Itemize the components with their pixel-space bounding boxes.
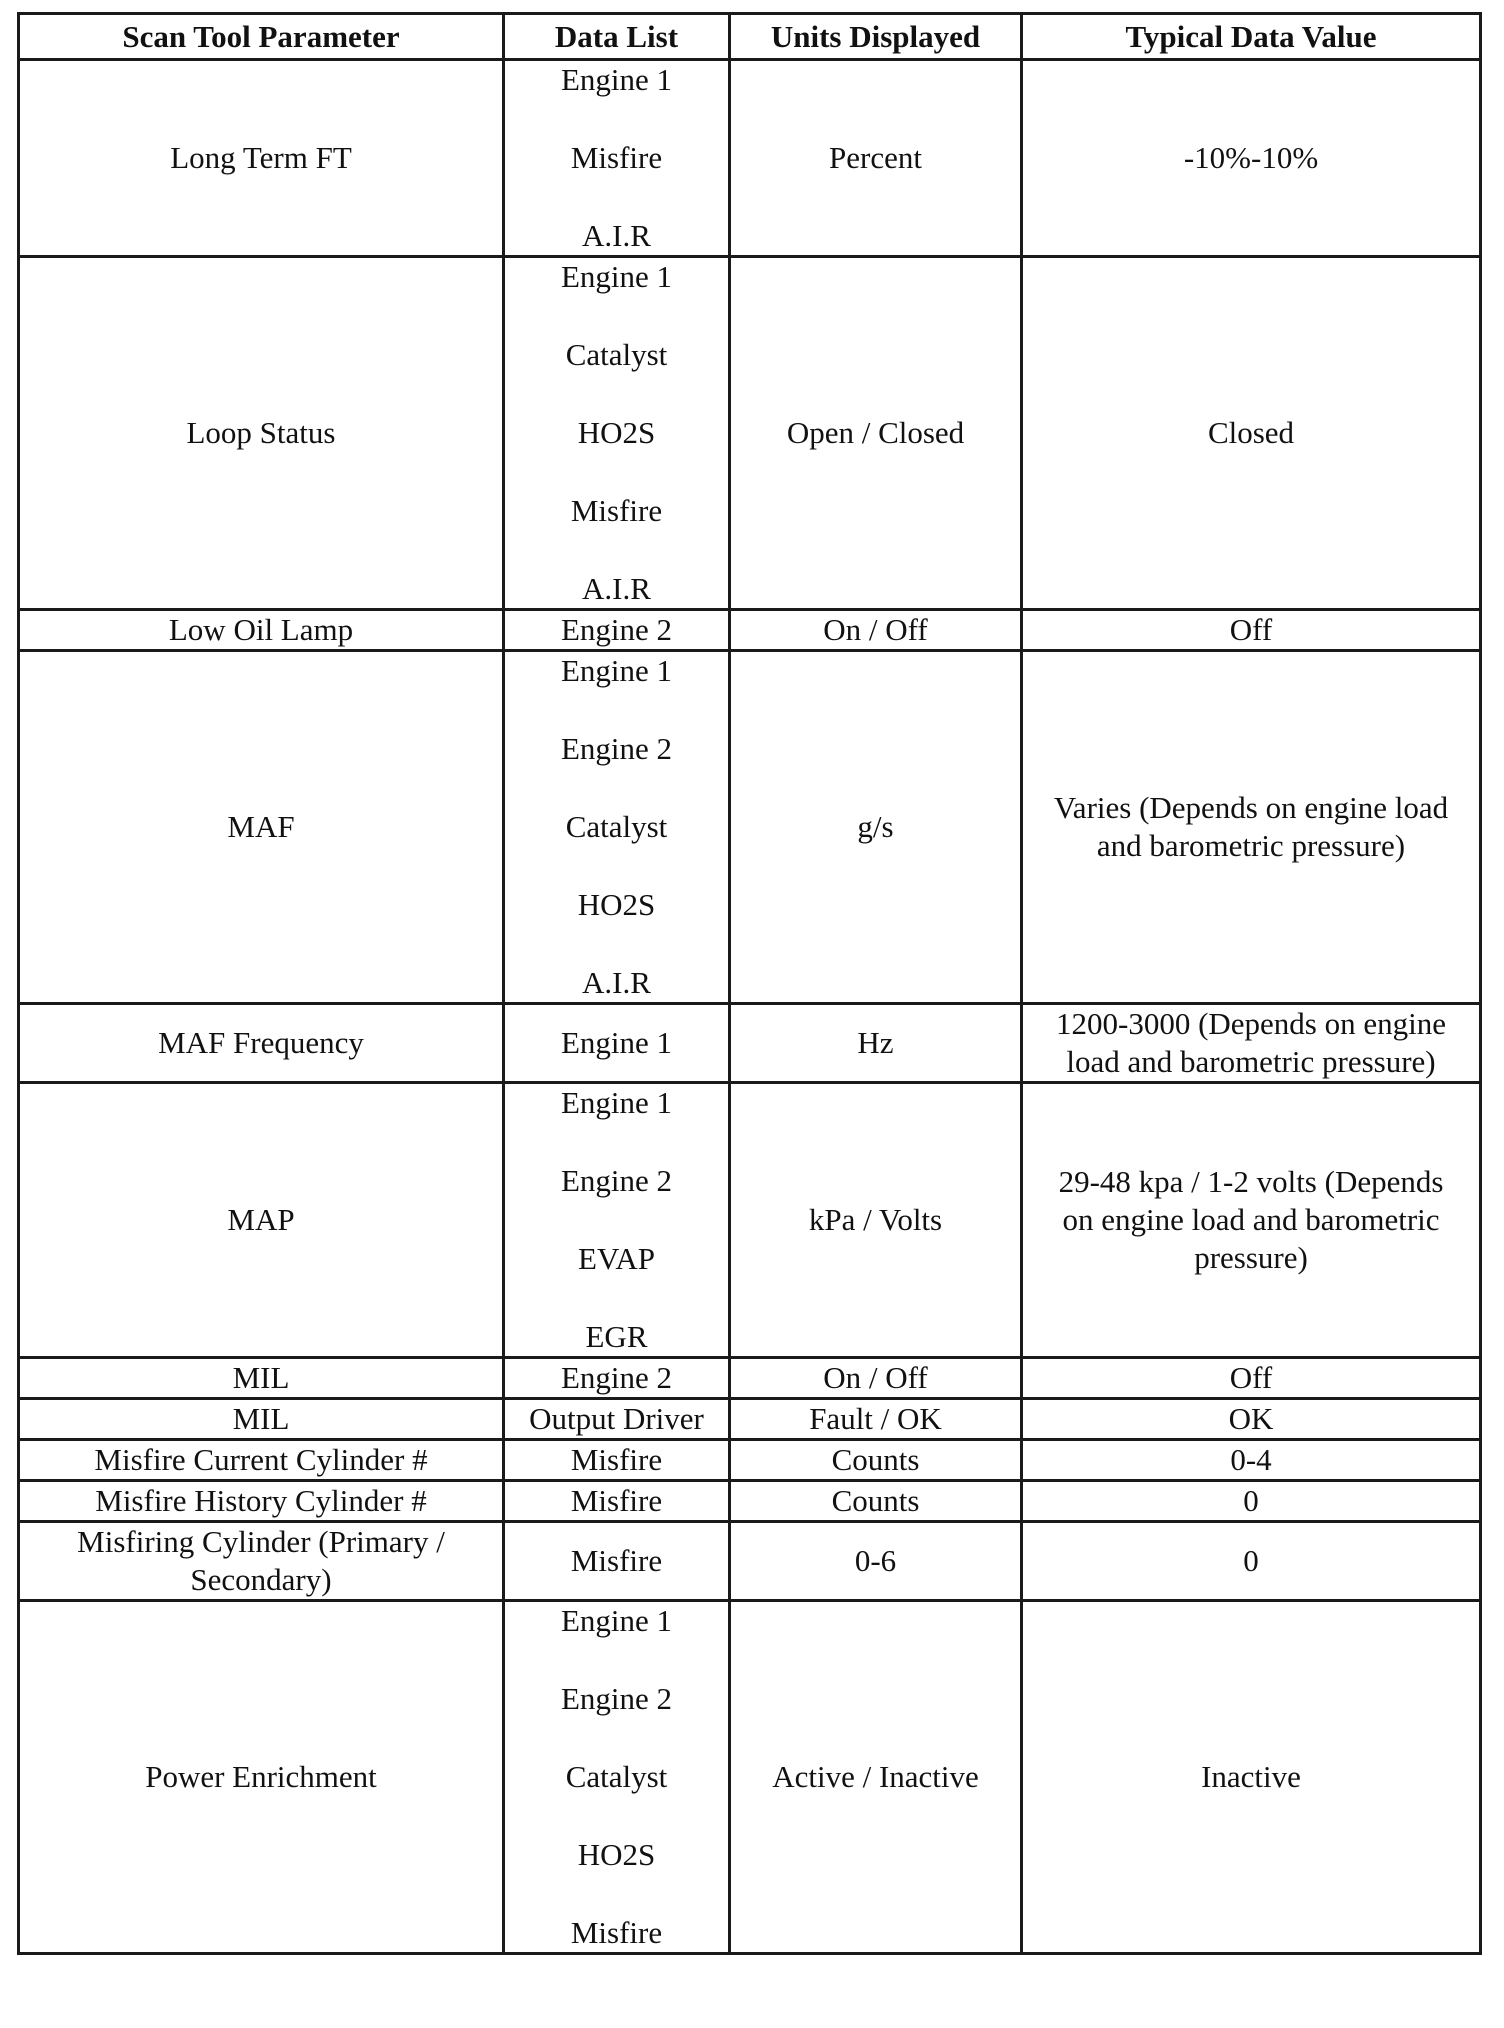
header-parameter: Scan Tool Parameter xyxy=(19,14,504,60)
data-list-item: Engine 1 xyxy=(560,653,673,688)
typical-value-text: 0 xyxy=(1243,1483,1259,1518)
data-list-cell xyxy=(504,1083,730,1358)
units-cell: On / Off xyxy=(730,1358,1022,1399)
units-cell: Hz xyxy=(730,1004,1022,1083)
typical-value-cell xyxy=(1022,1522,1481,1601)
typical-value-text: 0 xyxy=(1243,1543,1259,1578)
parameter-text: MIL xyxy=(232,1360,290,1395)
parameter-text: MAF xyxy=(227,809,295,844)
data-list-item: Engine 2 xyxy=(560,1163,673,1198)
parameter-text: Low Oil Lamp xyxy=(168,612,354,647)
header-row xyxy=(19,14,1481,60)
data-list-item: Engine 1 xyxy=(560,259,673,294)
data-list-item: Engine 2 xyxy=(560,1360,673,1395)
parameter-text: Misfire Current Cylinder # xyxy=(94,1442,428,1477)
table-row xyxy=(19,1440,1481,1481)
header-data-list: Data List xyxy=(504,14,730,60)
parameter-cell xyxy=(19,1601,504,1954)
data-list-cell xyxy=(504,60,730,257)
table-row xyxy=(19,1601,1481,1954)
table-row xyxy=(19,1481,1481,1522)
data-list-item: Misfire xyxy=(570,1543,663,1578)
parameter-text: Misfiring Cylinder (Primary / Secondary) xyxy=(77,1524,445,1597)
data-list-item: HO2S xyxy=(577,1837,656,1872)
data-list-item: Engine 2 xyxy=(560,1681,673,1716)
table-row xyxy=(19,651,1481,1004)
data-list-cell xyxy=(504,1004,730,1083)
data-list-item: Misfire xyxy=(570,140,663,175)
typical-value-text: Off xyxy=(1229,1360,1273,1395)
typical-value-text: Closed xyxy=(1207,415,1295,450)
table-row xyxy=(19,610,1481,651)
header-typical-value: Typical Data Value xyxy=(1022,14,1481,60)
parameter-cell xyxy=(19,1481,504,1522)
data-list-cell xyxy=(504,1440,730,1481)
units-cell: Counts xyxy=(730,1440,1022,1481)
typical-value-text: Varies (Depends on engine load and barometric pressure) xyxy=(1053,790,1449,863)
data-list-cell xyxy=(504,651,730,1004)
data-list-item: A.I.R xyxy=(582,571,651,606)
data-list-item: Misfire xyxy=(570,1442,663,1477)
parameter-cell xyxy=(19,1440,504,1481)
typical-value-text: Inactive xyxy=(1201,1759,1301,1794)
data-list-cell xyxy=(504,610,730,651)
parameter-cell xyxy=(19,60,504,257)
parameter-text: MAP xyxy=(227,1202,295,1237)
parameter-cell xyxy=(19,1004,504,1083)
data-list-item: Misfire xyxy=(570,1915,663,1950)
typical-value-cell xyxy=(1022,60,1481,257)
data-list-item: Catalyst xyxy=(565,1759,668,1794)
table-row xyxy=(19,1522,1481,1601)
units-cell: kPa / Volts xyxy=(730,1083,1022,1358)
units-cell: Percent xyxy=(730,60,1022,257)
typical-value-text: OK xyxy=(1228,1401,1274,1436)
parameter-text: Long Term FT xyxy=(170,140,352,175)
parameter-cell xyxy=(19,1522,504,1601)
parameter-cell xyxy=(19,1399,504,1440)
parameter-cell xyxy=(19,1083,504,1358)
typical-value-cell xyxy=(1022,1004,1481,1083)
units-cell: Fault / OK xyxy=(730,1399,1022,1440)
data-list-item: Misfire xyxy=(570,1483,663,1518)
typical-value-cell xyxy=(1022,610,1481,651)
table-row xyxy=(19,1004,1481,1083)
units-cell: On / Off xyxy=(730,610,1022,651)
data-list-cell xyxy=(504,1481,730,1522)
data-list-item: Misfire xyxy=(570,493,663,528)
units-cell: Open / Closed xyxy=(730,257,1022,610)
table-row xyxy=(19,257,1481,610)
typical-value-cell xyxy=(1022,1440,1481,1481)
data-list-item: Engine 1 xyxy=(560,62,673,97)
table-row xyxy=(19,60,1481,257)
table-row xyxy=(19,1083,1481,1358)
parameter-text: MAF Frequency xyxy=(158,1025,364,1060)
table-body xyxy=(19,60,1481,1954)
data-list-cell xyxy=(504,1522,730,1601)
parameter-cell xyxy=(19,1358,504,1399)
typical-value-text: Off xyxy=(1229,612,1273,647)
parameter-text: Power Enrichment xyxy=(145,1759,377,1794)
parameter-cell xyxy=(19,651,504,1004)
data-list-item: Engine 2 xyxy=(560,731,673,766)
units-cell: Active / Inactive xyxy=(730,1601,1022,1954)
table-row xyxy=(19,1358,1481,1399)
scan-tool-data-table xyxy=(17,12,1482,1955)
parameter-cell xyxy=(19,610,504,651)
table-row xyxy=(19,1399,1481,1440)
data-list-cell xyxy=(504,1358,730,1399)
data-list-cell xyxy=(504,1601,730,1954)
units-cell: 0-6 xyxy=(730,1522,1022,1601)
data-list-item: Engine 1 xyxy=(560,1025,673,1060)
data-list-cell xyxy=(504,1399,730,1440)
data-list-item: A.I.R xyxy=(582,965,651,1000)
data-list-item: Engine 1 xyxy=(560,1603,673,1638)
header-units: Units Displayed xyxy=(730,14,1022,60)
parameter-text: Misfire History Cylinder # xyxy=(95,1483,427,1518)
typical-value-cell xyxy=(1022,1601,1481,1954)
data-list-item: HO2S xyxy=(577,415,656,450)
data-list-item: Catalyst xyxy=(565,809,668,844)
data-list-item: HO2S xyxy=(577,887,656,922)
parameter-text: MIL xyxy=(232,1401,290,1436)
typical-value-cell xyxy=(1022,651,1481,1004)
parameter-cell xyxy=(19,257,504,610)
typical-value-text: 1200-3000 (Depends on engine load and barometric pressure) xyxy=(1056,1006,1446,1079)
typical-value-cell xyxy=(1022,1399,1481,1440)
typical-value-text: -10%-10% xyxy=(1183,140,1319,175)
typical-value-cell xyxy=(1022,1481,1481,1522)
data-list-item: Engine 2 xyxy=(560,612,673,647)
typical-value-cell xyxy=(1022,1083,1481,1358)
data-list-item: Catalyst xyxy=(565,337,668,372)
typical-value-cell xyxy=(1022,257,1481,610)
data-list-cell xyxy=(504,257,730,610)
typical-value-cell xyxy=(1022,1358,1481,1399)
parameter-text: Loop Status xyxy=(186,415,336,450)
units-cell: g/s xyxy=(730,651,1022,1004)
data-list-item: EGR xyxy=(585,1319,648,1354)
data-list-item: EVAP xyxy=(578,1241,655,1276)
typical-value-text: 29-48 kpa / 1-2 volts (Depends on engine load and barometric pressure) xyxy=(1058,1164,1444,1275)
typical-value-text: 0-4 xyxy=(1230,1442,1272,1477)
data-list-item: A.I.R xyxy=(582,218,651,253)
data-list-item: Output Driver xyxy=(529,1401,704,1436)
units-cell: Counts xyxy=(730,1481,1022,1522)
data-list-item: Engine 1 xyxy=(560,1085,673,1120)
